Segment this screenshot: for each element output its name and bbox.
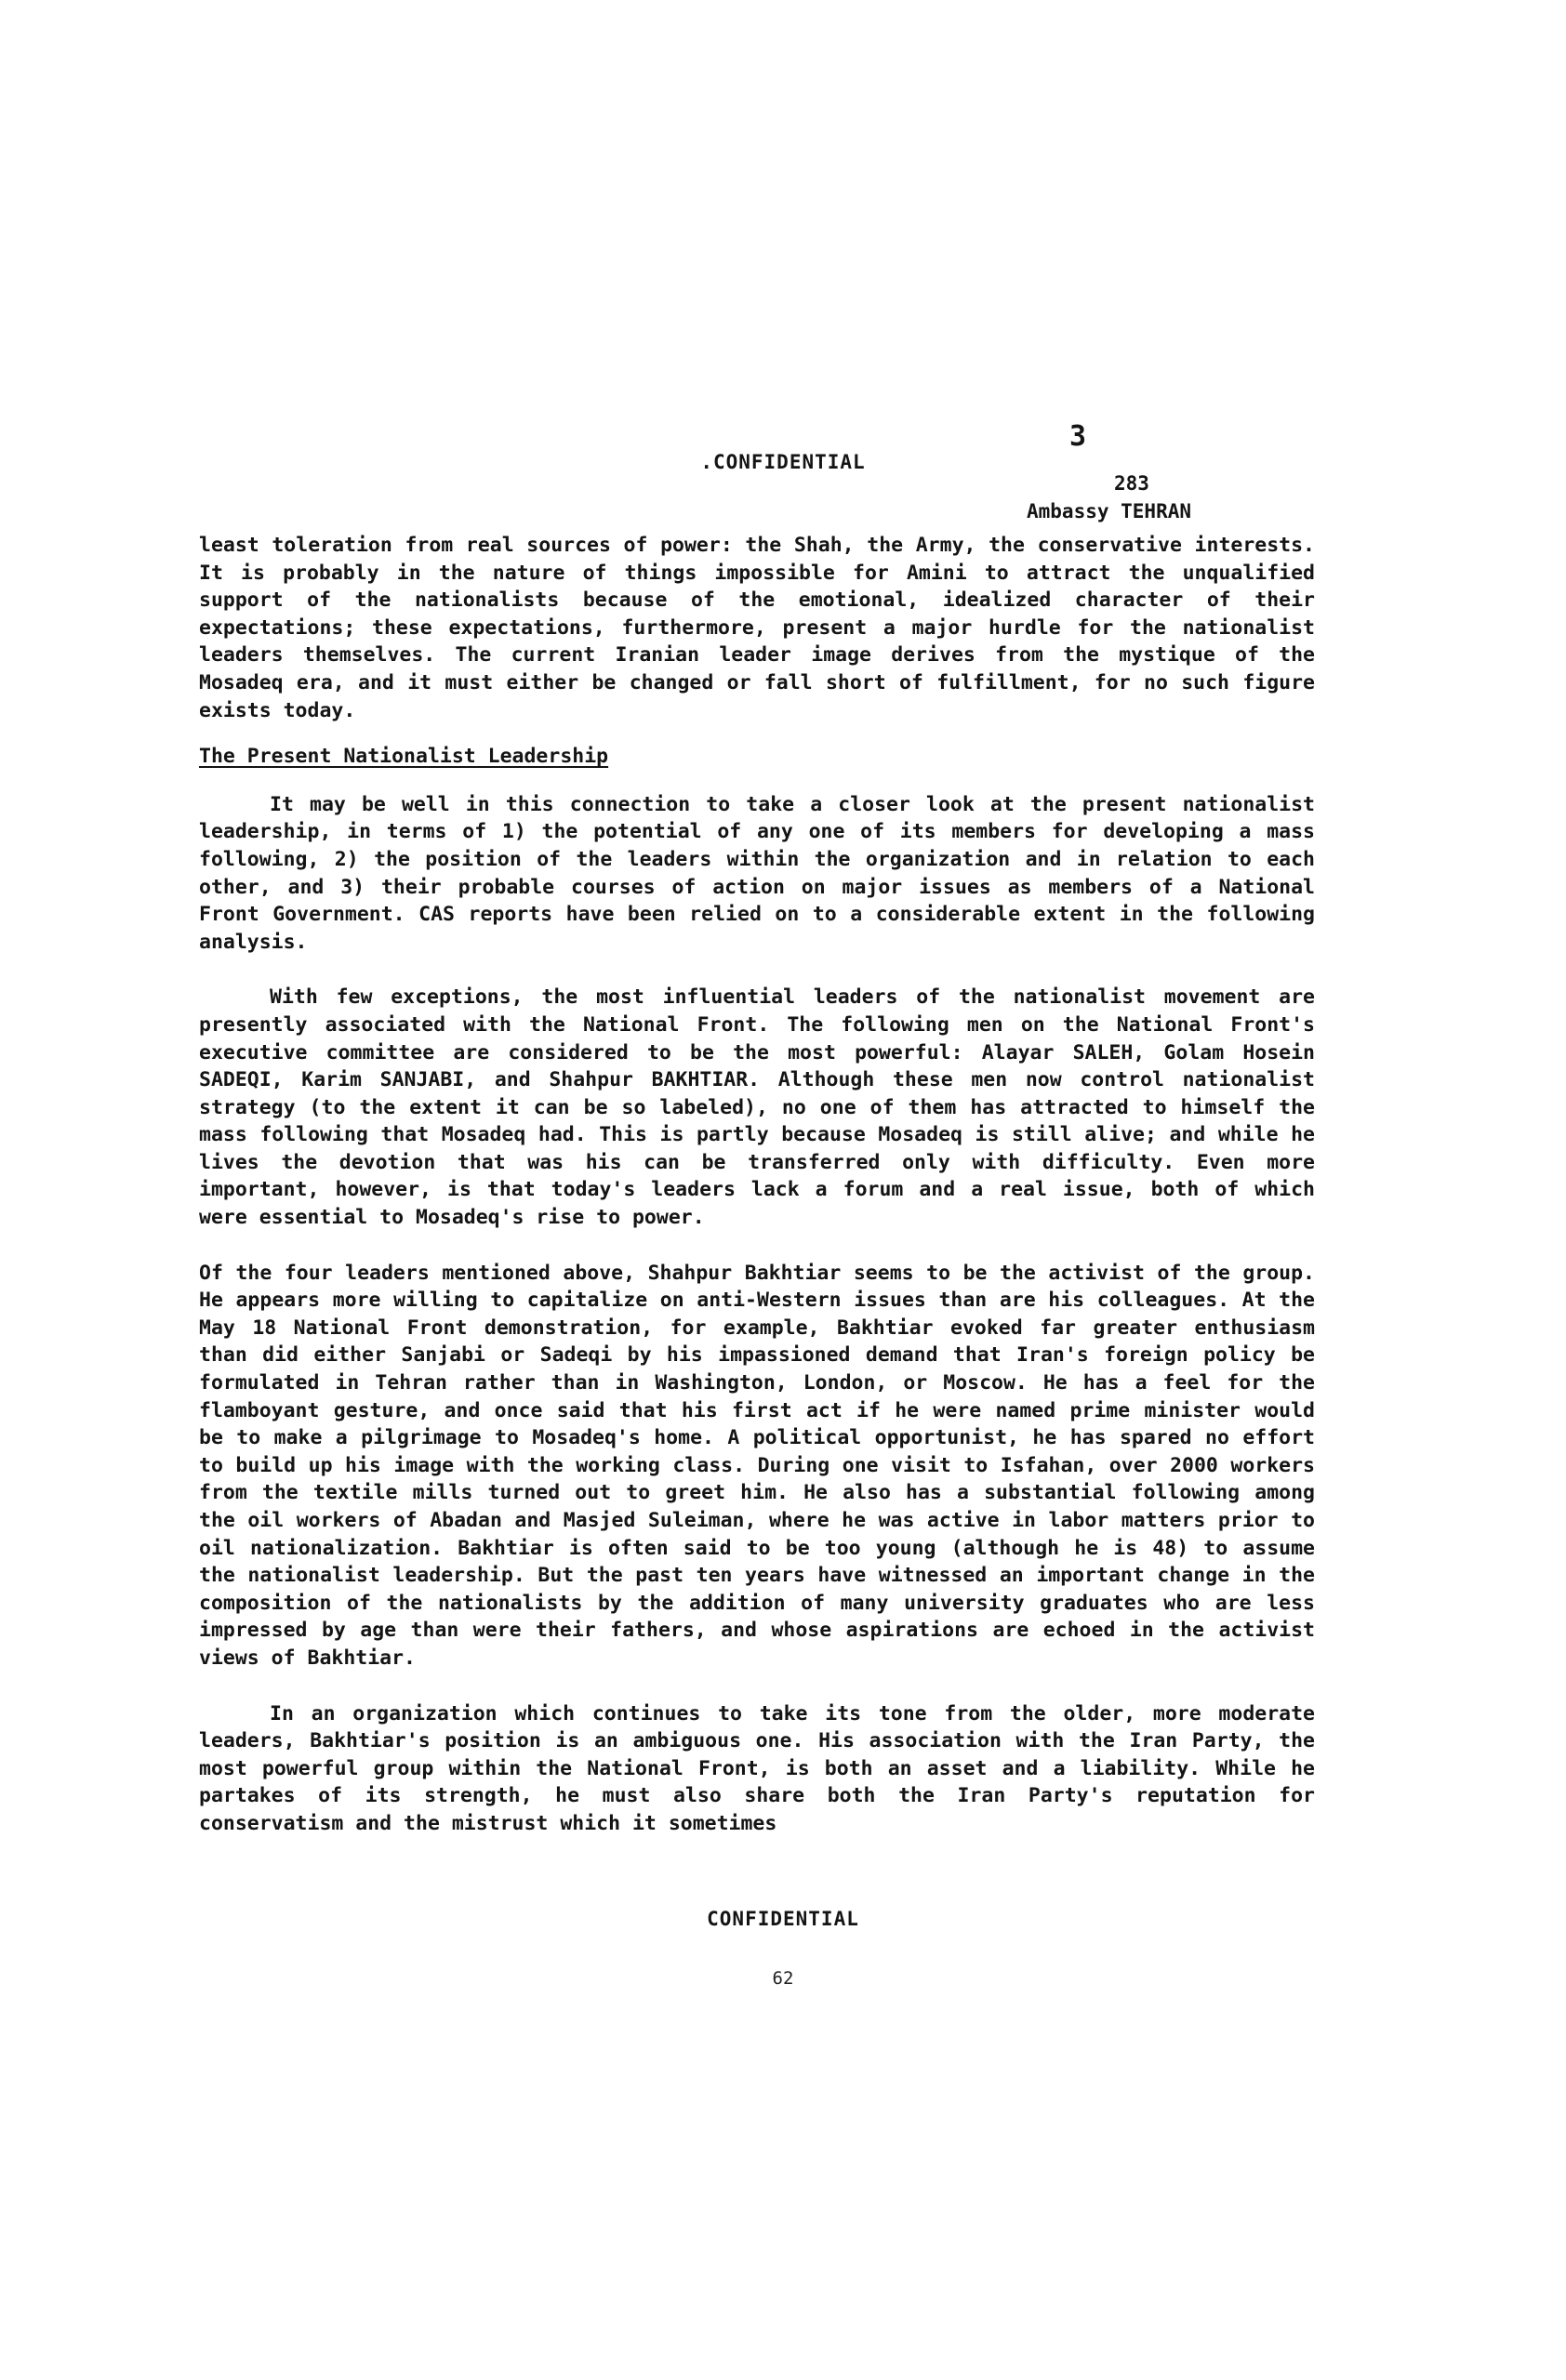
reference-number: 283 [1114, 472, 1149, 495]
body-paragraph: It may be well in this connection to take a closer look at the present nationalist leadership, in terms of 1) the potential of any one of its members for developing a mass following, 2) the position of the leaders within the organization and in relation to each other, and 3) their probable courses of action on major issues as members of a National Front Government. CAS reports have been relied on to a considerable extent in the following analysis. [199, 792, 1315, 954]
classification-footer: CONFIDENTIAL [707, 1908, 859, 1930]
body-paragraph: In an organization which continues to take its tone from the older, more moderate leaders, Bakhtiar's position is an ambiguous one. His association with the Iran Party, the most powerful group within the National Front, is both an asset and a liability. While he partakes of its strength, he must also share both the Iran Party's reputation for conservatism and the mistrust which it sometimes [199, 1701, 1315, 1835]
document-body [199, 532, 1315, 1838]
body-paragraph: least toleration from real sources of power: the Shah, the Army, the conservative interests. It is probably in the nature of things impossible for Amini to attract the unqualified support of the nationalists because of the emotional, idealized character of their expectations; these expectations, furthermore, present a major hurdle for the nationalist leaders themselves. The current Iranian leader image derives from the mystique of the Mosadeq era, and it must either be changed or fall short of fulfillment, for no such figure exists today. [199, 534, 1315, 722]
body-paragraph: With few exceptions, the most influential leaders of the nationalist movement are presently associated with the National Front. The following men on the National Front's executive committee are considered to be the most powerful: Alayar SALEH, Golam Hosein SADEQI, Karim SANJABI, and Shahpur BAKHTIAR. Although these men now control nationalist strategy (to the extent it can be so labeled), no one of them has attracted to himself the mass following that Mosadeq had. This is partly because Mosadeq is still alive; and while he lives the devotion that was his can be transferred only with difficulty. Even more important, however, is that today's leaders lack a forum and a real issue, both of which were essential to Mosadeq's rise to power. [199, 985, 1315, 1230]
body-paragraph: Of the four leaders mentioned above, Shahpur Bakhtiar seems to be the activist of the group. He appears more willing to capitalize on anti-Western issues than are his colleagues. At the May 18 National Front demonstration, for example, Bakhtiar evoked far greater enthusiasm than did either Sanjabi or Sadeqi by his impassioned demand that Iran's foreign policy be formulated in Tehran rather than in Washington, London, or Moscow. He has a feel for the flamboyant gesture, and once said that his first act if he were named prime minister would be to make a pilgrimage to Mosadeq's home. A political opportunist, he has spared no effort to build up his image with the working class. During one visit to Isfahan, over 2000 workers from the textile mills turned out to greet him. He also has a substantial following among the oil workers of Abadan and Masjed Suleiman, where he was active in labor matters prior to oil nationalization. Bakhtiar is often said to be too young (although he is 48) to assume the nationalist leadership. But the past ten years have witnessed an important change in the composition of the nationalists by the addition of many university graduates who are less impressed by age than were their fathers, and whose aspirations are echoed in the activist views of Bakhtiar. [199, 1261, 1315, 1670]
classification-header: .CONFIDENTIAL [700, 451, 866, 473]
folio-number: 62 [772, 1968, 794, 1989]
page-number: 3 [1069, 420, 1087, 453]
reference-location: Ambassy TEHRAN [1027, 500, 1192, 522]
section-heading: The Present Nationalist Leadership [199, 745, 609, 769]
